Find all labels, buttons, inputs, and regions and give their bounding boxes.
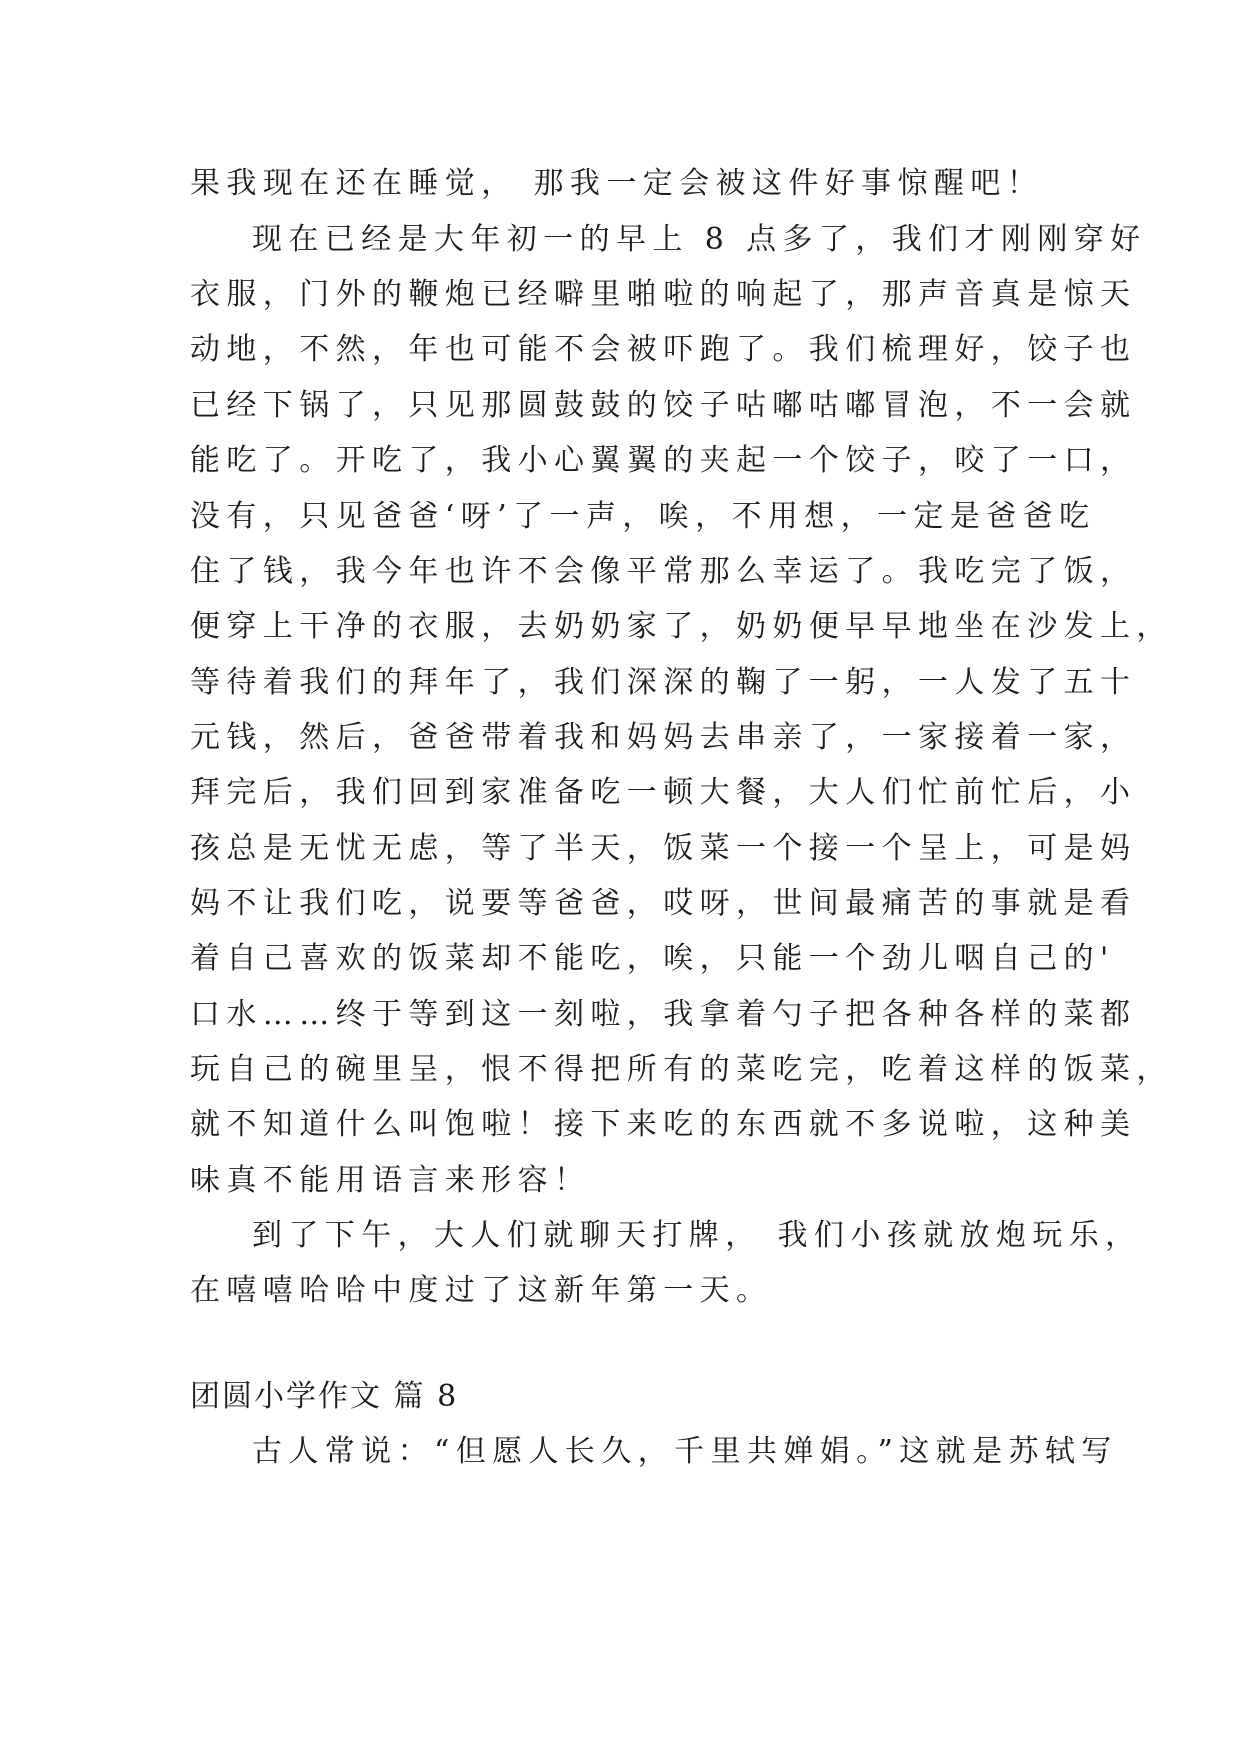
- text-line: 衣服，门外的鞭炮已经噼里啪啦的响起了，那声音真是惊天: [190, 277, 1137, 312]
- text-line: 拜完后，我们回到家准备吃一顿大餐，大人们忙前忙后，小: [190, 775, 1137, 810]
- text-line: 元钱，然后，爸爸带着我和妈妈去串亲了，一家接着一家，: [190, 720, 1137, 755]
- text-line: 能吃了。开吃了，我小心翼翼的夹起一个饺子，咬了一口，: [190, 443, 1137, 478]
- text-line: 口水……终于等到这一刻啦，我拿着勺子把各种各样的菜都: [190, 997, 1137, 1032]
- text-line: 在嘻嘻哈哈中度过了这新年第一天。: [190, 1273, 773, 1308]
- text-line: 已经下锅了，只见那圆鼓鼓的饺子咕嘟咕嘟冒泡，不一会就: [190, 388, 1137, 423]
- text-line: 便穿上干净的衣服，去奶奶家了，奶奶便早早地坐在沙发上，: [190, 609, 1173, 644]
- text-line: 玩自己的碗里呈，恨不得把所有的菜吃完，吃着这样的饭菜，: [190, 1052, 1173, 1087]
- paragraph-start-line: 现在已经是大年初一的早上 8 点多了，我们才刚刚穿好: [252, 222, 1147, 257]
- text-line: 没有，只见爸爸‘呀’了一声，唉，不用想，一定是爸爸吃: [190, 499, 1096, 534]
- section-heading: 团圆小学作文 篇 8: [190, 1379, 459, 1414]
- text-line: 就不知道什么叫饱啦！接下来吃的东西就不多说啦，这种美: [190, 1107, 1137, 1142]
- text-line: 妈不让我们吃，说要等爸爸，哎呀，世间最痛苦的事就是看: [190, 886, 1137, 921]
- text-line: 等待着我们的拜年了，我们深深的鞠了一躬，一人发了五十: [190, 665, 1137, 700]
- text-line: 着自己喜欢的饭菜却不能吃，唉，只能一个劲儿咽自己的': [190, 941, 1115, 976]
- text-line: 孩总是无忧无虑，等了半天，饭菜一个接一个呈上，可是妈: [190, 831, 1137, 866]
- text-line: 住了钱，我今年也许不会像平常那么幸运了。我吃完了饭，: [190, 554, 1137, 589]
- text-line: 味真不能用语言来形容！: [190, 1163, 591, 1198]
- paragraph-start-line: 到了下午，大人们就聊天打牌， 我们小孩就放炮玩乐，: [252, 1218, 1142, 1253]
- paragraph-start-line: 古人常说：“但愿人长久，千里共婵娟。”这就是苏轼写: [252, 1434, 1118, 1469]
- text-line: 动地，不然，年也可能不会被吓跑了。我们梳理好，饺子也: [190, 332, 1137, 367]
- text-line: 果我现在还在睡觉， 那我一定会被这件好事惊醒吧！: [190, 166, 1044, 201]
